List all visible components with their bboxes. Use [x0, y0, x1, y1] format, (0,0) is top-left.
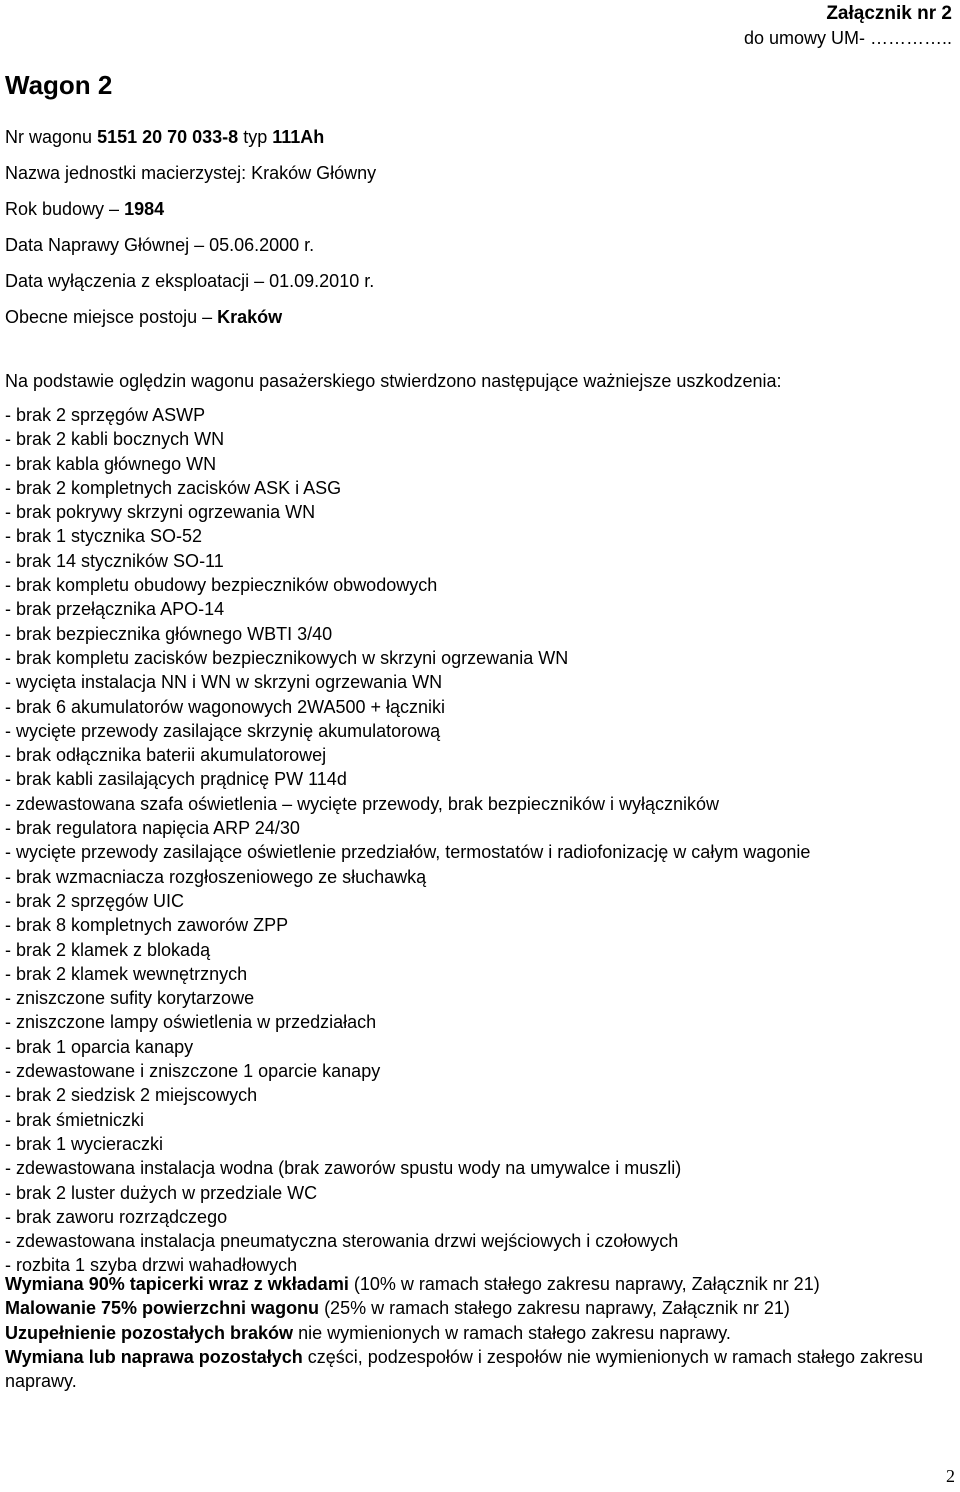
list-item: - brak regulatora napięcia ARP 24/30 [5, 818, 300, 839]
list-item: - rozbita 1 szyba drzwi wahadłowych [5, 1255, 298, 1276]
repair-note-bold: Malowanie 75% powierzchni wagonu [5, 1298, 320, 1319]
contract-reference: do umowy UM- ………….. [743, 28, 952, 48]
list-item: - zdewastowana szafa oświetlenia – wycięte przewody, brak bezpieczników i wyłączników [5, 793, 719, 814]
repair-notes [5, 1272, 955, 1393]
list-item: - zdewastowana instalacja pneumatyczna sterowania drzwi wejściowych i czołowych [5, 1231, 679, 1252]
wagon-number: 5151 20 70 033-8 [97, 127, 239, 147]
list-item: - brak 8 kompletnych zaworów ZPP [5, 915, 289, 936]
inspection-intro: Na podstawie oględzin wagonu pasażerskiego stwierdzono następujące ważniejsze uszkodzenia: [5, 371, 782, 391]
repair-note-bold: Uzupełnienie pozostałych braków [5, 1322, 294, 1343]
list-item: - wycięte przewody zasilające oświetlenie przedziałów, termostatów i radiofonizację w całym wagonie [5, 842, 811, 863]
list-item: - brak 14 styczników SO-11 [5, 550, 224, 571]
repair-note [5, 1296, 955, 1320]
list-item: - brak 2 sprzęgów UIC [5, 890, 185, 911]
list-item: - brak kabla głównego WN [5, 453, 217, 474]
list-item: - zniszczone lampy oświetlenia w przedziałach [5, 1012, 377, 1033]
list-item: - brak śmietniczki [5, 1109, 145, 1130]
list-item: - brak 2 luster dużych w przedziale WC [5, 1182, 318, 1203]
wagon-number-row: Nr wagonu 5151 20 70 033-8 typ 111Ah [5, 127, 325, 147]
list-item: - zniszczone sufity korytarzowe [5, 988, 255, 1009]
list-item: - brak kompletu zacisków bezpiecznikowych w skrzyni ogrzewania WN [5, 647, 569, 668]
wagon-type: 111Ah [272, 127, 325, 147]
list-item: - brak 2 siedzisk 2 miejscowych [5, 1085, 258, 1106]
repair-note-text: części, podzespołów i zespołów nie wymienionych w ramach stałego zakresu naprawy. [5, 1346, 924, 1392]
list-item: - brak 1 oparcia kanapy [5, 1036, 194, 1057]
decommission-date: Data wyłączenia z eksploatacji – 01.09.2010 r. [5, 271, 375, 291]
list-item: - brak 2 klamek wewnętrznych [5, 963, 248, 984]
repair-note [5, 1272, 955, 1296]
repair-note-text: (10% w ramach stałego zakresu naprawy, Załącznik nr 21) [348, 1274, 820, 1294]
list-item: - brak odłącznika baterii akumulatorowej [5, 745, 327, 766]
list-item: - brak wzmacniacza rozgłoszeniowego ze słuchawką [5, 866, 427, 887]
page-title: Wagon 2 [5, 70, 113, 100]
list-item: - brak bezpiecznika głównego WBTI 3/40 [5, 623, 333, 644]
wagon-info [5, 124, 376, 340]
repair-note-bold: Wymiana 90% tapicerki wraz z wkładami [5, 1274, 349, 1294]
damage-list [5, 403, 810, 1278]
repair-note-text: nie wymienionych w ramach stałego zakresu naprawy. [293, 1322, 731, 1343]
list-item: - zdewastowane i zniszczone 1 oparcie kanapy [5, 1061, 381, 1082]
location-row: Obecne miejsce postoju – Kraków [5, 307, 283, 327]
parent-unit: Nazwa jednostki macierzystej: Kraków Główny [5, 163, 377, 183]
list-item: - brak 1 wycieraczki [5, 1133, 164, 1154]
list-item: - brak 6 akumulatorów wagonowych 2WA500 + łączniki [5, 696, 446, 717]
repair-note [5, 1345, 955, 1394]
build-year-row: Rok budowy – 1984 [5, 199, 165, 219]
list-item: - brak zaworu rozrządczego [5, 1206, 228, 1227]
repair-note-bold: Wymiana lub naprawa pozostałych [5, 1346, 303, 1367]
list-item: - brak kabli zasilających prądnicę PW 114d [5, 769, 347, 790]
list-item: - brak kompletu obudowy bezpieczników obwodowych [5, 575, 438, 596]
list-item: - brak 2 kabli bocznych WN [5, 429, 225, 450]
list-item: - wycięte przewody zasilające skrzynię akumulatorową [5, 720, 441, 741]
list-item: - brak 2 kompletnych zacisków ASK i ASG [5, 477, 342, 498]
build-year: 1984 [124, 199, 165, 219]
page-number: 2 [946, 1466, 955, 1486]
list-item: - brak 1 stycznika SO-52 [5, 526, 203, 547]
annex-title: Załącznik nr 2 [826, 3, 952, 24]
main-repair-date: Data Naprawy Głównej – 05.06.2000 r. [5, 235, 315, 255]
list-item: - brak pokrywy skrzyni ogrzewania WN [5, 502, 316, 523]
list-item: - brak 2 sprzęgów ASWP [5, 405, 206, 425]
repair-note-text: (25% w ramach stałego zakresu naprawy, Załącznik nr 21) [319, 1298, 790, 1319]
annex-header [744, 2, 952, 50]
list-item: - brak przełącznika APO-14 [5, 599, 225, 620]
location: Kraków [217, 307, 283, 327]
list-item: - wycięta instalacja NN i WN w skrzyni ogrzewania WN [5, 672, 443, 693]
list-item: - zdewastowana instalacja wodna (brak zaworów spustu wody na umywalce i muszli) [5, 1158, 682, 1179]
list-item: - brak 2 klamek z blokadą [5, 939, 211, 960]
repair-note [5, 1321, 955, 1345]
